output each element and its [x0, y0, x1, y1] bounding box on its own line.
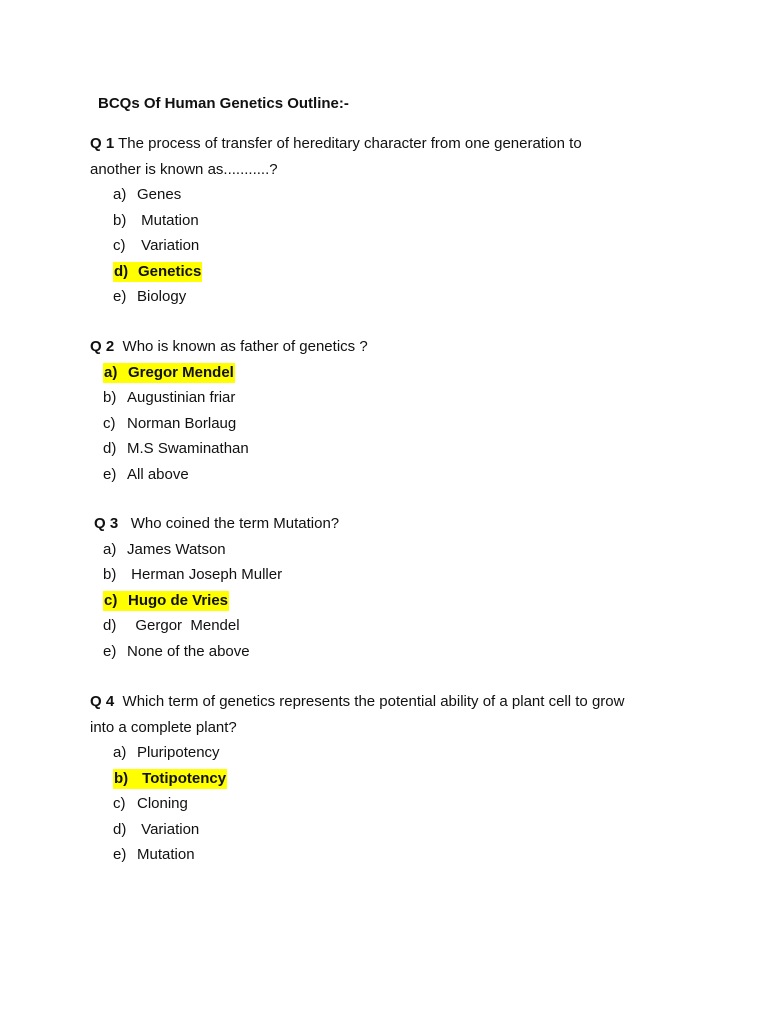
correct-answer-highlight: [103, 591, 229, 611]
correct-answer-highlight: [113, 769, 227, 789]
option-a: [113, 182, 690, 208]
question-number: Q 1: [90, 135, 115, 152]
option-label: c): [113, 795, 126, 812]
question-1-stem: [90, 131, 690, 157]
question-2: [90, 334, 690, 487]
option-text: Totipotency: [142, 769, 227, 787]
question-text: Who is known as father of genetics ?: [122, 338, 368, 355]
option-c: [113, 791, 690, 817]
option-text: All above: [127, 465, 189, 483]
option-text: M.S Swaminathan: [127, 440, 249, 457]
option-label: b): [103, 389, 117, 406]
option-text: Augustinian friar: [127, 389, 236, 406]
option-label: c): [103, 414, 116, 432]
option-label: b): [114, 769, 129, 787]
option-text: Genes: [137, 186, 182, 203]
options-list: [94, 537, 694, 665]
option-text: Gergor Mendel: [135, 617, 240, 634]
option-label: d): [114, 262, 129, 280]
option-text: None of the above: [127, 642, 250, 660]
option-e: [103, 462, 690, 488]
options-list: [90, 740, 690, 868]
option-e: [113, 284, 690, 310]
option-text: Herman Joseph Muller: [131, 566, 283, 583]
option-text: Norman Borlaug: [127, 414, 237, 432]
option-label: b): [113, 211, 127, 229]
option-c: [113, 233, 690, 259]
question-1-stem-line2: another is known as...........?: [90, 160, 278, 178]
option-label: e): [103, 465, 117, 483]
option-a: [103, 537, 694, 563]
option-text: Biology: [137, 288, 187, 305]
option-label: a): [113, 186, 127, 203]
option-label: a): [113, 744, 127, 761]
option-label: a): [103, 540, 117, 558]
question-text: Who coined the term Mutation?: [130, 515, 340, 532]
options-list: [90, 182, 690, 310]
correct-answer-highlight: [103, 363, 235, 383]
option-d: [113, 817, 690, 843]
option-text: Pluripotency: [137, 744, 220, 761]
question-number: Q 2: [90, 338, 115, 355]
option-label: d): [103, 617, 117, 634]
options-list: [90, 360, 690, 488]
option-label: e): [113, 846, 127, 863]
correct-answer-highlight: [113, 262, 202, 282]
option-c-correct: [103, 588, 694, 614]
option-text: Variation: [141, 237, 200, 254]
option-c: [103, 411, 690, 437]
option-text: Mutation: [141, 211, 199, 229]
option-d: [103, 436, 690, 462]
question-4-stem-line2: into a complete plant?: [90, 718, 237, 736]
option-a-correct: [103, 360, 690, 386]
option-text: Mutation: [137, 846, 195, 863]
option-text: James Watson: [127, 540, 226, 558]
option-text: Hugo de Vries: [128, 591, 229, 609]
option-b: [113, 208, 690, 234]
option-label: d): [113, 820, 127, 838]
option-label: b): [103, 566, 117, 583]
option-text: Cloning: [137, 795, 188, 812]
question-number: Q 4: [90, 693, 115, 710]
question-4: [90, 689, 690, 868]
option-e: [103, 639, 694, 665]
question-3-stem: [94, 511, 694, 537]
option-label: e): [103, 642, 117, 660]
question-number: Q 3: [94, 515, 119, 532]
option-label: d): [103, 440, 117, 457]
question-text: The process of transfer of hereditary character from one generation to: [118, 135, 582, 152]
question-1: [90, 131, 690, 310]
option-a: [113, 740, 690, 766]
question-2-stem: [90, 334, 690, 360]
option-text: Genetics: [138, 262, 202, 280]
option-b: [103, 385, 690, 411]
option-label: e): [113, 288, 127, 305]
option-label: a): [104, 363, 118, 381]
option-d-correct: [113, 259, 690, 285]
document-title: BCQs Of Human Genetics Outline:-: [98, 95, 349, 112]
option-e: [113, 842, 690, 868]
option-b: [103, 562, 694, 588]
option-text: Variation: [141, 820, 200, 838]
option-b-correct: [113, 766, 690, 792]
option-label: c): [104, 591, 118, 609]
question-3: [94, 511, 694, 664]
option-d: [103, 613, 694, 639]
question-text: Which term of genetics represents the potential ability of a plant cell to grow: [122, 693, 625, 710]
option-text: Gregor Mendel: [128, 363, 234, 381]
question-4-stem: [90, 689, 690, 715]
option-label: c): [113, 237, 126, 254]
